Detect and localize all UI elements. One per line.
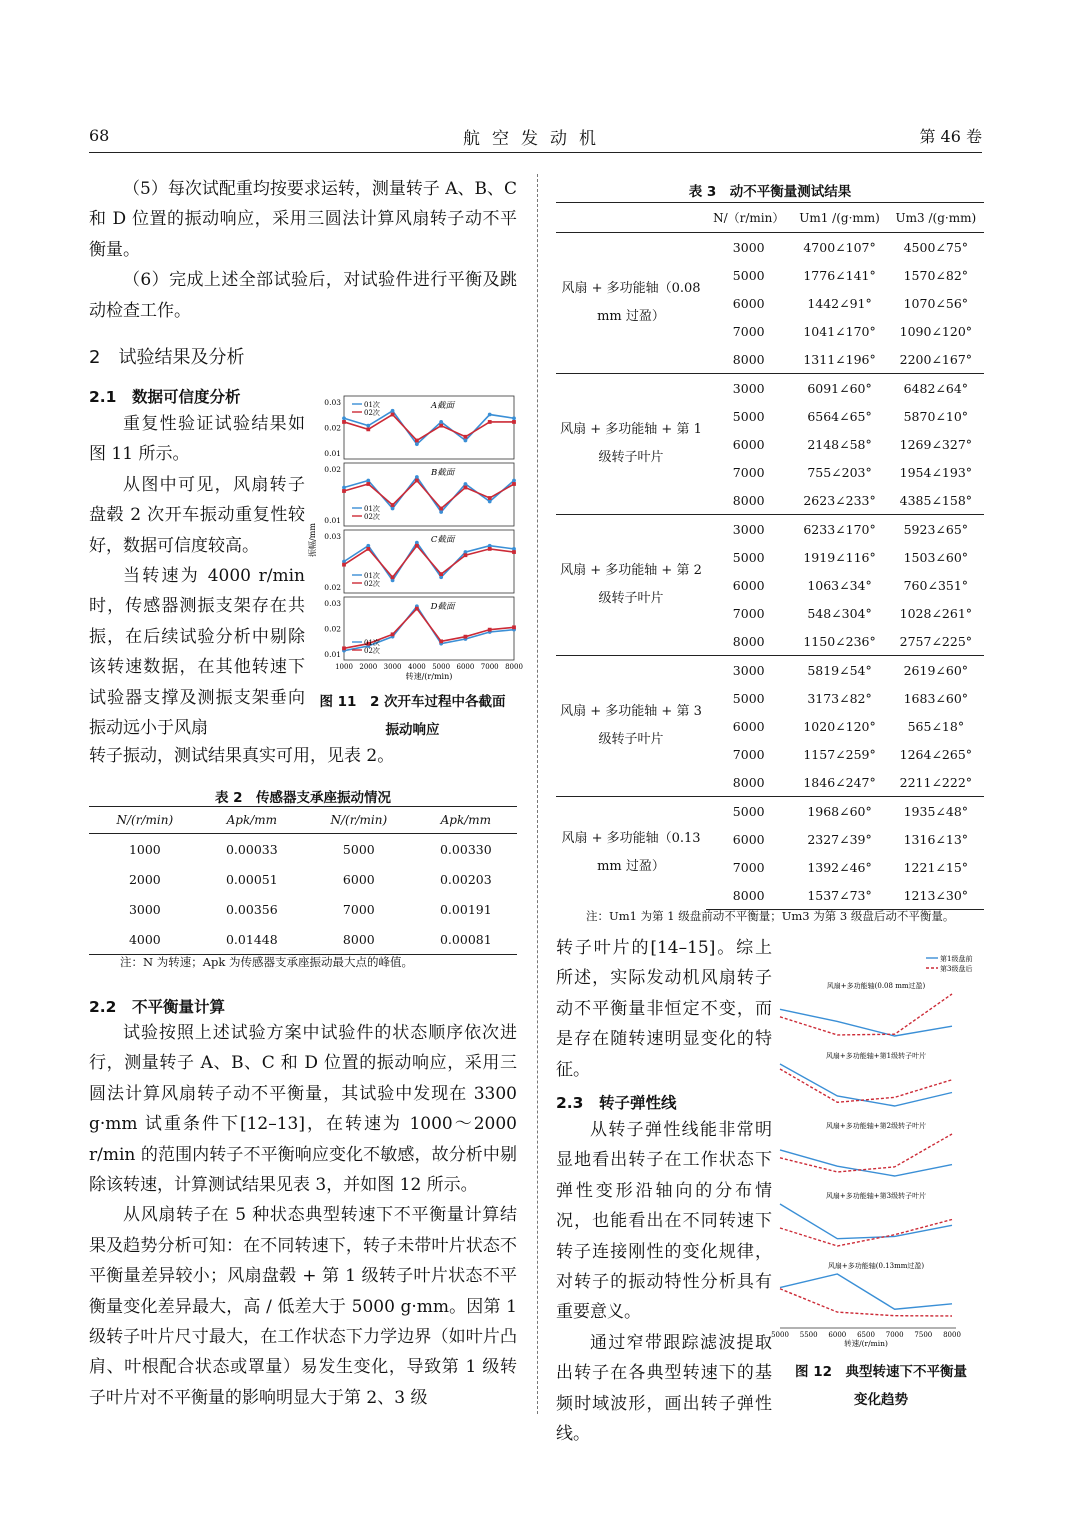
x-tick-label: 6000 (456, 663, 475, 671)
data-point (439, 507, 443, 511)
table-cell: 8000 (706, 881, 791, 910)
table-cell: 1968∠60° (791, 797, 887, 826)
paragraph: 从图中可见，风扇转子盘毂 2 次开车振动重复性较好，数据可信度较高。 (89, 474, 305, 556)
legend-label: 01次 (364, 572, 380, 580)
table-cell: 760∠351° (903, 577, 969, 593)
x-tick-label: 7000 (480, 663, 499, 671)
table-cell: 3000 (128, 901, 161, 917)
table-cell: 1264∠265° (899, 746, 973, 762)
y-tick-label: 0.02 (324, 624, 341, 634)
data-point (488, 413, 492, 417)
table-cell: 1776∠141° (803, 267, 876, 283)
caption-line: 振动响应 (385, 722, 440, 738)
y-tick-label: 0.03 (324, 398, 341, 407)
table-cell: 7000 (732, 323, 765, 339)
table-group-label: 风扇 + 多功能轴 + 第 1 级转子叶片 (556, 374, 706, 515)
figure-11-caption (305, 690, 520, 738)
table-row (89, 894, 517, 924)
table-cell: 1570∠82° (903, 267, 969, 283)
table-cell: 1935∠48° (888, 797, 984, 826)
table-cell: 5870∠10° (903, 408, 969, 424)
data-point (439, 639, 443, 643)
data-point (415, 475, 419, 479)
table-cell: 7000 (732, 859, 765, 875)
data-point (512, 416, 516, 420)
legend-label: 02次 (364, 647, 380, 655)
table-cell: 5923∠65° (888, 515, 984, 544)
table-group-label: 风扇 + 多功能轴（0.08 mm 过盈） (556, 233, 706, 374)
data-point (391, 413, 395, 417)
table-row (89, 834, 517, 865)
table-cell: 4385∠158° (899, 492, 973, 508)
table-cell: 1683∠60° (903, 690, 969, 706)
x-tick-label: 8000 (505, 663, 523, 671)
table-cell: 4000 (89, 924, 201, 955)
data-point (488, 496, 492, 500)
y-tick-label: 0.03 (324, 532, 341, 541)
table-cell: 0.01448 (201, 924, 303, 955)
table-cell: 8000 (732, 492, 765, 508)
table-cell: 1954∠193° (899, 464, 973, 480)
legend-label: 01次 (364, 505, 380, 513)
table-cell: 3000 (706, 233, 791, 262)
x-tick-label: 8000 (943, 1331, 961, 1339)
left-wrap-text (89, 409, 305, 743)
data-point (366, 479, 370, 483)
series-line (780, 1289, 952, 1316)
table-group-label: 风扇 + 多功能轴（0.13 mm 过盈） (556, 797, 706, 910)
table-cell: 2211∠222° (899, 774, 973, 790)
subsection-heading: 2.3 转子弹性线 (556, 1094, 677, 1113)
x-axis-label: 转速/(r/min) (844, 1339, 888, 1348)
figure-11-chart (306, 390, 523, 686)
legend-label: 02次 (364, 409, 380, 417)
data-point (488, 628, 492, 632)
series-line (780, 1204, 952, 1239)
volume-label: 第 46 卷 (919, 127, 982, 146)
data-point (415, 439, 419, 443)
paragraph: （5）每次试配重均按要求运转，测量转子 A、B、C 和 D 位置的振动响应，采用三圆法计算风扇转子动不平衡量。 (89, 179, 517, 260)
data-point (464, 435, 468, 439)
paragraph: 转子振动，测试结果真实可用，见表 2。 (89, 746, 395, 766)
table-cell: 1157∠259° (803, 746, 876, 762)
page-number: 68 (89, 126, 110, 145)
x-tick-label: 7500 (914, 1331, 933, 1339)
paragraph: 重复性验证试验结果如图 11 所示。 (89, 414, 305, 465)
data-point (439, 420, 443, 424)
y-tick-label: 0.01 (324, 650, 341, 659)
series-line (780, 1009, 952, 1036)
panel-label: 风扇+多功能轴+第3级转子叶片 (825, 1192, 927, 1200)
table-cell: 1063∠34° (807, 577, 872, 593)
table-header-cell: Um1 /(g·mm) (791, 203, 887, 233)
panel-label: A截面 (431, 401, 455, 411)
table-header-cell: N/（r/min） (706, 203, 791, 233)
table-cell: 8000 (303, 924, 415, 955)
x-tick-label: 4000 (407, 663, 426, 671)
table-cell: 6000 (732, 295, 765, 311)
data-point (488, 420, 492, 424)
table-cell: 1041∠170° (803, 323, 876, 339)
table-cell: 1028∠261° (899, 605, 973, 621)
data-point (439, 510, 443, 514)
data-point (464, 439, 468, 443)
table-cell: 1316∠13° (903, 831, 969, 847)
table-cell: 6482∠64° (888, 374, 984, 403)
legend-label: 第3级盘后 (940, 965, 973, 973)
series-line (780, 1274, 952, 1309)
table-cell: 6091∠60° (791, 374, 887, 403)
table-cell: 0.00033 (225, 841, 278, 857)
table-row (89, 924, 517, 955)
data-point (391, 409, 395, 413)
data-point (342, 646, 346, 650)
series-line (780, 1219, 952, 1246)
table-cell: 2200∠167° (899, 351, 973, 367)
data-point (342, 489, 346, 493)
legend-label: 02次 (364, 513, 380, 521)
panel-label: 风扇+多功能轴(0.13mm过盈) (827, 1262, 925, 1270)
table-cell: 5000 (732, 549, 765, 565)
data-point (342, 420, 346, 424)
table-3 (556, 202, 984, 910)
table-cell: 6000 (732, 577, 765, 593)
data-point (415, 544, 419, 548)
data-point (488, 547, 492, 551)
table-cell: 3000 (706, 374, 791, 403)
table-cell: 1000 (128, 841, 161, 857)
x-tick-label: 2000 (359, 663, 378, 671)
table-cell: 4700∠107° (791, 233, 887, 262)
table-row (556, 515, 984, 544)
data-point (512, 550, 516, 554)
left-text-continued (89, 741, 517, 771)
table-cell: 1919∠116° (803, 549, 876, 565)
paragraph: 从转子弹性线能非常明显地看出转子在工作状态下弹性变形沿轴向的分布情况，也能看出在不同转速下转子连接刚性的变化规律，对转子的振动特性分析具有重要意义。 (556, 1120, 772, 1323)
legend-label: 01次 (364, 401, 380, 409)
journal-title: 航空发动机 (463, 129, 608, 149)
table-cell: 1537∠73° (791, 881, 887, 910)
table-cell: 5000 (732, 690, 765, 706)
table-header-cell: Um3 /(g·mm) (888, 203, 984, 233)
table-cell: 6000 (732, 718, 765, 734)
panel-label: C截面 (430, 535, 455, 545)
paragraph: 通过窄带跟踪滤波提取出转子在各典型转速下的基频时域波形，画出转子弹性线。 (556, 1332, 772, 1445)
section-heading: 2 试验结果及分析 (89, 347, 245, 368)
caption-line: 图 12 典型转速下不平衡量 (795, 1364, 967, 1380)
table-cell: 8000 (732, 774, 765, 790)
data-point (342, 563, 346, 567)
table-cell: 2000 (128, 871, 161, 887)
table-row (556, 374, 984, 403)
table-cell: 1442∠91° (807, 295, 872, 311)
data-point (366, 427, 370, 431)
table-cell: 3173∠82° (807, 690, 872, 706)
table-cell: 6564∠65° (807, 408, 872, 424)
table-cell: 6000 (732, 436, 765, 452)
series-line (780, 1134, 952, 1172)
data-point (391, 507, 395, 511)
data-point (391, 503, 395, 507)
data-point (439, 424, 443, 428)
panel-label: D截面 (430, 602, 455, 612)
y-tick-label: 0.03 (324, 599, 341, 608)
right-wrap-text (556, 933, 772, 1450)
data-point (439, 572, 443, 576)
paragraph: 转子叶片的[14–15]。综上所述，实际发动机风扇转子动不平衡量非恒定不变，而是存在随转速明显变化的特征。 (556, 938, 772, 1080)
table-cell: 0.00203 (439, 871, 492, 887)
data-point (512, 625, 516, 629)
paragraph: （6）完成上述全部试验后，对试验件进行平衡及跳动检查工作。 (89, 270, 517, 321)
table-2-title: 表 2 传感器支承座振动情况 (214, 790, 392, 806)
table-header-cell: Apk/mm (201, 807, 303, 834)
table-header-cell: Apk/mm (415, 807, 517, 834)
table-2-note: 注：N 为转速；Apk 为传感器支承座振动最大点的峰值。 (120, 955, 414, 969)
data-point (488, 500, 492, 504)
x-tick-label: 7000 (885, 1331, 904, 1339)
data-point (415, 442, 419, 446)
data-point (464, 486, 468, 490)
table-cell: 5000 (732, 267, 765, 283)
data-point (366, 424, 370, 428)
table-cell: 8000 (732, 351, 765, 367)
table-cell: 0.00191 (439, 901, 492, 917)
data-point (464, 635, 468, 639)
table-cell: 7000 (732, 464, 765, 480)
figure-12-caption (776, 1360, 986, 1408)
y-tick-label: 0.02 (324, 423, 341, 433)
x-tick-label: 6000 (828, 1331, 847, 1339)
table-cell: 1503∠60° (903, 549, 969, 565)
table-cell: 0.00081 (415, 924, 517, 955)
data-point (464, 482, 468, 486)
table-header-cell: N/(r/min) (89, 807, 201, 834)
panel-label: 风扇+多功能轴+第2级转子叶片 (825, 1122, 927, 1130)
subsection-heading: 2.2 不平衡量计算 (89, 998, 225, 1016)
table-group-label: 风扇 + 多功能轴 + 第 3 级转子叶片 (556, 656, 706, 797)
table-cell: 0.00330 (439, 841, 492, 857)
x-tick-label: 5000 (771, 1331, 789, 1339)
table-row (556, 656, 984, 685)
table-row (89, 864, 517, 894)
table-cell: 1311∠196° (803, 351, 876, 367)
left-column (89, 174, 517, 326)
table-cell: 2757∠225° (899, 633, 973, 649)
table-cell: 755∠203° (807, 464, 872, 480)
caption-line: 图 11 2 次开车过程中各截面 (319, 694, 506, 710)
caption-line: 变化趋势 (854, 1392, 908, 1408)
paragraph: 试验按照上述试验方案中试验件的状态顺序依次进行，测量转子 A、B、C 和 D 位置的振动响应，采用三圆法计算风扇转子动不平衡量，其试验中发现在 3300 g·mm 试重条件下[12–13]，在转速为 1000～2000 r/min 的范围内转子不平衡响应变化不敏感，故分析中剔除该转速，计算测试结果见表 3，并如图 12 所示。 (89, 1023, 517, 1196)
panel-label: 风扇+多功能轴(0.08 mm过盈) (826, 982, 926, 990)
table-cell: 1070∠56° (903, 295, 969, 311)
legend-label: 01次 (364, 639, 380, 647)
table-cell: 1269∠327° (899, 436, 973, 452)
data-point (366, 547, 370, 551)
table-cell: 7000 (342, 901, 375, 917)
data-point (512, 479, 516, 483)
subsection-heading: 2.1 数据可信度分析 (89, 388, 241, 406)
data-point (391, 632, 395, 636)
x-tick-label: 1000 (335, 663, 353, 671)
table-cell: 4500∠75° (888, 233, 984, 262)
column-divider (537, 174, 538, 1414)
left-lower-text (89, 1018, 517, 1413)
data-point (415, 607, 419, 611)
table-cell: 6233∠170° (791, 515, 887, 544)
table-3-title: 表 3 动不平衡量测试结果 (688, 184, 852, 200)
y-tick-label: 0.01 (324, 449, 341, 458)
y-tick-label: 0.02 (324, 583, 341, 592)
table-cell: 2619∠60° (888, 656, 984, 685)
table-cell: 5819∠54° (791, 656, 887, 685)
y-tick-label: 0.02 (324, 465, 341, 474)
table-row (556, 233, 984, 262)
table-header-cell (556, 203, 706, 233)
table-cell: 0.00051 (225, 871, 278, 887)
table-cell: 8000 (732, 633, 765, 649)
data-point (512, 420, 516, 424)
legend-label: 第1级盘前 (940, 955, 973, 963)
panel-label: 风扇+多功能轴+第1级转子叶片 (825, 1052, 927, 1060)
table-cell: 5000 (342, 841, 375, 857)
table-cell: 2623∠233° (803, 492, 876, 508)
data-point (512, 482, 516, 486)
table-cell: 1150∠236° (803, 633, 876, 649)
data-point (464, 553, 468, 557)
y-tick-label: 0.01 (324, 516, 341, 525)
table-cell: 548∠304° (807, 605, 872, 621)
y-axis-label: 振幅/mm (308, 523, 317, 557)
panel-label: B截面 (430, 468, 455, 478)
x-tick-label: 3000 (383, 663, 402, 671)
table-row (556, 797, 984, 826)
table-cell: 0.00356 (225, 901, 278, 917)
table-group-label: 风扇 + 多功能轴 + 第 2 级转子叶片 (556, 515, 706, 656)
data-point (342, 416, 346, 420)
table-cell: 5000 (706, 797, 791, 826)
data-point (391, 575, 395, 579)
table-header-cell: N/(r/min) (303, 807, 415, 834)
table-cell: 3000 (706, 656, 791, 685)
x-tick-label: 5000 (432, 663, 451, 671)
table-cell: 6000 (732, 831, 765, 847)
table-cell: 5000 (732, 408, 765, 424)
paragraph: 从风扇转子在 5 种状态典型转速下不平衡量计算结果及趋势分析可知：在不同转速下，转子未带叶片状态不平衡量差异较小；风扇盘毂 + 第 1 级转子叶片状态不平衡量变化差异最大，高 / 低差大于 5000 g·mm。因第 1 级转子叶片尺寸最大，在工作状态下力学边界（如叶片凸肩、叶根配合状态或罩量）易发生变化，导致第 1 级转子叶片对不平衡量的影响明显大于第 2、3 级 (89, 1205, 517, 1408)
table-cell: 565∠18° (907, 718, 965, 734)
figure-12-chart (771, 952, 984, 1352)
table-cell: 6000 (342, 871, 375, 887)
x-axis-label: 转速/(r/min) (405, 672, 453, 681)
table-cell: 3000 (706, 515, 791, 544)
table-cell: 1846∠247° (803, 774, 876, 790)
legend-label: 02次 (364, 580, 380, 588)
paragraph: 当转速为 4000 r/min 时，传感器测振支架存在共振，在后续试验分析中剔除该转速数据，在其他转速下试验器支撑及测振支架垂向振动远小于风扇 (89, 566, 305, 739)
table-cell: 1221∠15° (903, 859, 969, 875)
x-tick-label: 6500 (857, 1331, 875, 1339)
table-cell: 1392∠46° (807, 859, 872, 875)
table-cell: 7000 (732, 605, 765, 621)
table-cell: 2148∠58° (807, 436, 872, 452)
table-cell: 1090∠120° (899, 323, 973, 339)
table-cell: 1020∠120° (803, 718, 876, 734)
page-header (89, 122, 982, 153)
table-cell: 2327∠39° (807, 831, 872, 847)
data-point (415, 479, 419, 483)
table-cell: 7000 (732, 746, 765, 762)
table-2 (89, 806, 517, 955)
data-point (342, 486, 346, 490)
table-cell: 1213∠30° (888, 881, 984, 910)
data-point (366, 482, 370, 486)
x-tick-label: 5500 (799, 1331, 818, 1339)
series-line (780, 1150, 952, 1176)
series-line (780, 1069, 952, 1102)
table-3-note: 注：Um1 为第 1 级盘前动不平衡量；Um3 为第 3 级盘后动不平衡量。 (586, 909, 955, 923)
